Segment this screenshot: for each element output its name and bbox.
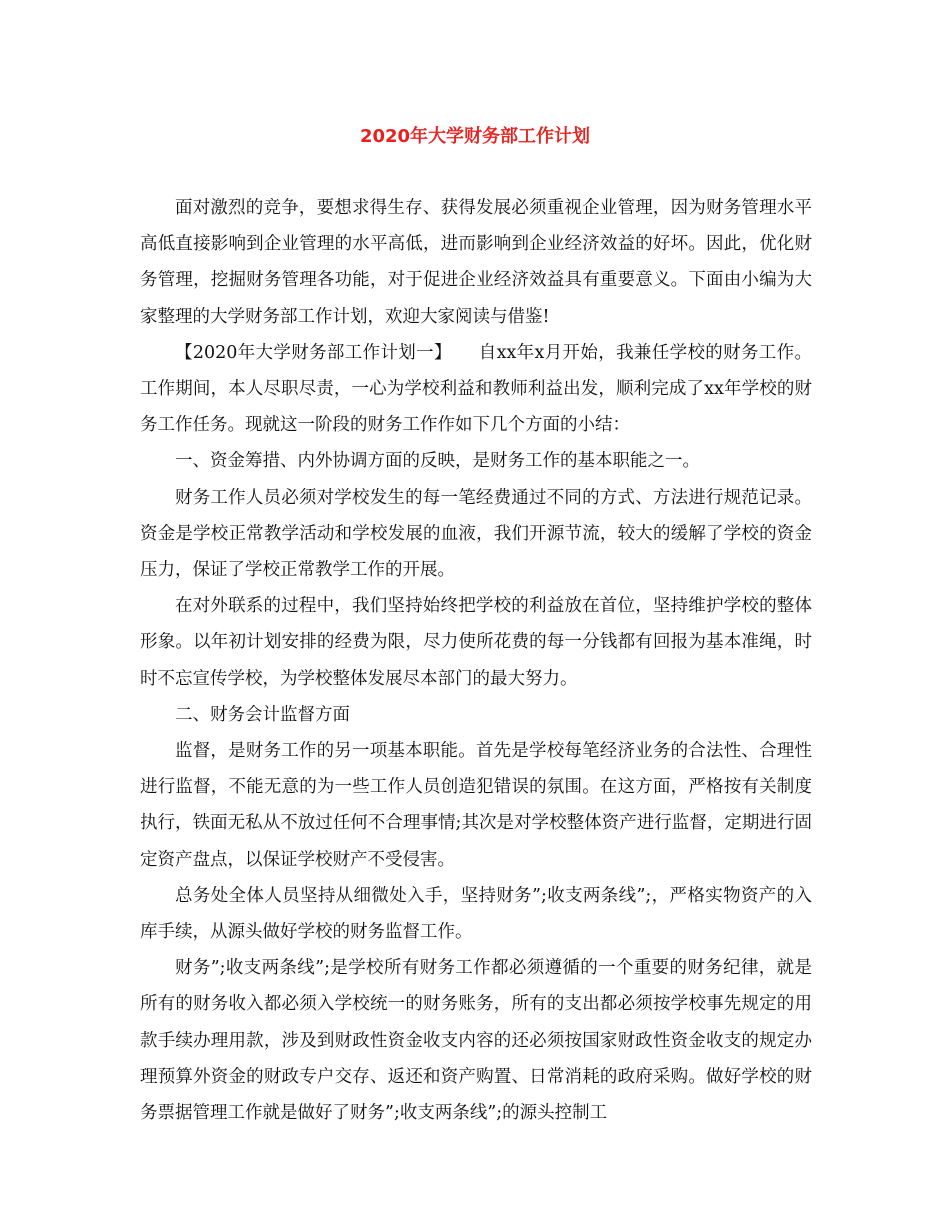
- paragraph-two-lines: 财务”;收支两条线”;是学校所有财务工作都必须遵循的一个重要的财务纪律，就是所有的财务收入都必须入学校统一的财务账务，所有的支出都必须按学校事先规定的用款手续办理用款，涉及到财政性资金收支内容的还必须按国家财政性资金收支的规定办理预算外资金的财政专户交存、返还和资产购置、日常消耗的政府采购。做好学校的财务票据管理工作就是做好了财务”;收支两条线”;的源头控制工: [140, 958, 812, 1124]
- heading-section-one: 一、资金筹措、内外协调方面的反映，是财务工作的基本职能之一。: [175, 451, 700, 472]
- paragraph-record-keeping: 财务工作人员必须对学校发生的每一笔经费通过不同的方式、方法进行规范记录。资金是学校正常教学活动和学校发展的血液，我们开源节流，较大的缓解了学校的资金压力，保证了学校正常教学工作的开展。: [140, 487, 812, 581]
- document-title: 2020年大学财务部工作计划: [359, 126, 591, 147]
- paragraph-supervision: 监督，是财务工作的另一项基本职能。首先是学校每笔经济业务的合法性、合理性进行监督，不能无意的为一些工作人员创造犯错误的氛围。在这方面，严格按有关制度执行，铁面无私从不放过任何不合理事情;其次是对学校整体资产进行监督，定期进行固定资产盘点，以保证学校财产不受侵害。: [140, 741, 812, 870]
- heading-section-two: 二、财务会计监督方面: [175, 704, 350, 725]
- paragraph-external-contact: 在对外联系的过程中，我们坚持始终把学校的利益放在首位，坚持维护学校的整体形象。以年初计划安排的经费为限，尽力使所花费的每一分钱都有回报为基本准绳，时时不忘宣传学校，为学校整体发展尽本部门的最大努力。: [140, 596, 812, 689]
- document-body: [140, 190, 812, 1131]
- paragraph-general-affairs: 总务处全体人员坚持从细微处入手，坚持财务”;收支两条线”;，严格实物资产的入库手续，从源头做好学校的财务监督工作。: [140, 885, 812, 943]
- paragraph-plan-one: 【2020年大学财务部工作计划一】 自xx年x月开始，我兼任学校的财务工作。工作期间，本人尽职尽责，一心为学校利益和教师利益出发，顺利完成了xx年学校的财务工作任务。现就这一阶段的财务工作作如下几个方面的小结：: [140, 342, 812, 436]
- paragraph-intro: 面对激烈的竞争，要想求得生存、获得发展必须重视企业管理，因为财务管理水平高低直接影响到企业管理的水平高低，进而影响到企业经济效益的好坏。因此，优化财务管理，挖掘财务管理各功能，对于促进企业经济效益具有重要意义。下面由小编为大家整理的大学财务部工作计划，欢迎大家阅读与借鉴!: [140, 198, 812, 327]
